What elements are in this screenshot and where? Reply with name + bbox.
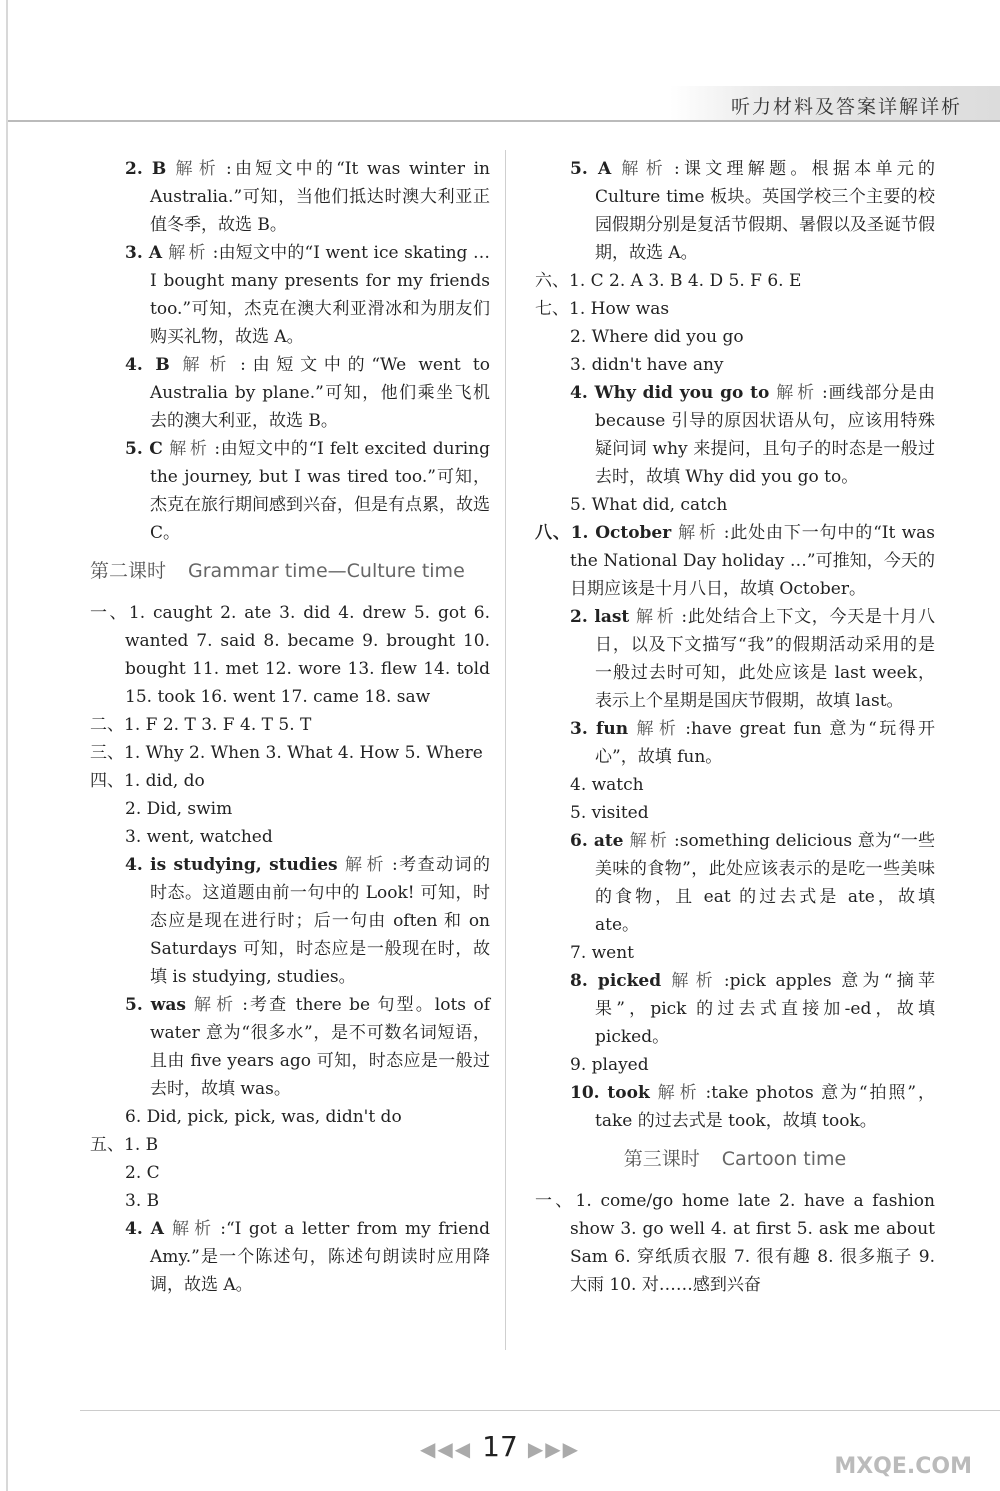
answer-item: 4. A 解析 :“I got a letter from my friend Amy.”是一个陈述句，陈述句朗读时应用降调，故选 A。 <box>125 1219 491 1295</box>
lesson-heading: 第三课时 Cartoon time <box>623 1148 847 1170</box>
answer-item: 3. didn't have any <box>570 355 724 375</box>
answer-item: 5. was 解析 :考查 there be 句型。lots of water 意为“很多水”，是不可数名词短语，且由 five years ago 可知，时态应是一般过去时，故填 was。 <box>125 995 491 1099</box>
page-number-value: 17 <box>482 1430 518 1463</box>
watermark: MXQE.COM <box>834 1454 972 1479</box>
answer-item: 3. went, watched <box>125 827 273 847</box>
header-rule <box>8 120 1000 122</box>
answer-section: 八、1. October 解析 :此处由下一句中的“It was the National Day holiday …”可推知，今天的日期应该是十月八日，故填 October。 <box>535 523 935 599</box>
answer-item: 2. C <box>125 1163 160 1183</box>
answer-item: 5. visited <box>570 803 649 823</box>
answer-section: 五、1. B <box>90 1135 159 1155</box>
answer-section: 六、1. C 2. A 3. B 4. D 5. F 6. E <box>535 271 802 291</box>
answer-section: 二、1. F 2. T 3. F 4. T 5. T <box>90 715 312 735</box>
answer-item: 2. B 解析 :由短文中的“It was winter in Australia.”可知，当他们抵达时澳大利亚正值冬季，故选 B。 <box>125 159 491 235</box>
answer-item: 2. Where did you go <box>570 327 744 347</box>
answer-item: 3. A 解析 :由短文中的“I went ice skating … I bought many presents for my friends too.”可知，杰克在澳大利亚滑冰和为朋友们购买礼物，故选 A。 <box>125 243 491 347</box>
footer-rule <box>80 1410 1000 1411</box>
answer-item: 4. Why did you go to 解析 :画线部分是由 because 引导的原因状语从句，应该用特殊疑问词 why 来提问，且句子的时态是一般过去时，故填 Why did you go to。 <box>570 383 935 487</box>
answer-item: 3. fun 解析 :have great fun 意为“玩得开心”，故填 fun。 <box>570 719 935 767</box>
answer-item: 8. picked 解析 :pick apples 意为“摘苹果”，pick 的过去式直接加-ed，故填 picked。 <box>570 971 935 1047</box>
answer-item: 6. Did, pick, pick, was, didn't do <box>125 1107 402 1127</box>
running-header: 听力材料及答案详解详析 <box>730 96 962 118</box>
prev-arrows-icon: ◀◀◀ <box>420 1437 473 1461</box>
answer-section: 一、1. come/go home late 2. have a fashion show 3. go well 4. at first 5. ask me about Sam 6. 穿纸质衣服 7. 很有趣 8. 很多瓶子 9. 大雨 10. 对……感到兴奋 <box>535 1191 935 1295</box>
answer-item: 7. went <box>570 943 635 963</box>
next-arrows-icon: ▶▶▶ <box>527 1437 580 1461</box>
left-column <box>90 155 490 1299</box>
column-divider <box>505 150 506 1350</box>
answer-item: 4. watch <box>570 775 644 795</box>
answer-item: 4. is studying, studies 解析 :考查动词的时态。这道题由前一句中的 Look! 可知，时态应是现在进行时；后一句由 often 和 on Saturdays 可知，时态应是一般现在时，故填 is studying, studies。 <box>125 855 491 987</box>
answer-item: 2. last 解析 :此处结合上下文，今天是十月八日，以及下文描写“我”的假期活动采用的是一般过去时可知，此处应该是 last week，表示上个星期是国庆节假期，故填 last。 <box>570 607 936 711</box>
answer-item: 4. B 解析 :由短文中的“We went to Australia by plane.”可知，他们乘坐飞机去的澳大利亚，故选 B。 <box>125 355 490 431</box>
answer-item: 6. ate 解析 :something delicious 意为“一些美味的食物”，此处应该表示的是吃一些美味的食物，且 eat 的过去式是 ate，故填 ate。 <box>570 831 936 935</box>
answer-section: 七、1. How was <box>535 299 670 319</box>
answer-item: 3. B <box>125 1191 160 1211</box>
answer-section: 一、1. caught 2. ate 3. did 4. drew 5. got 6. wanted 7. said 8. became 9. brought 10. bought 11. met 12. wore 13. flew 14. told 15. took 16. went 17. came 18. saw <box>90 603 490 707</box>
answer-item: 9. played <box>570 1055 649 1075</box>
page-edge <box>6 0 8 1491</box>
right-column <box>535 155 935 1299</box>
answer-section: 四、1. did, do <box>90 771 205 791</box>
answer-item: 5. What did, catch <box>570 495 728 515</box>
answer-section: 三、1. Why 2. When 3. What 4. How 5. Where <box>90 743 483 763</box>
answer-item: 2. Did, swim <box>125 799 233 819</box>
lesson-heading: 第二课时 Grammar time—Culture time <box>90 560 465 582</box>
answer-item: 5. C 解析 :由短文中的“I felt excited during the journey, but I was tired too.”可知，杰克在旅行期间感到兴奋，但是有点累，故选 C。 <box>125 439 490 543</box>
answer-item: 10. took 解析 :take photos 意为“拍照”，take 的过去式是 took，故填 took。 <box>570 1083 936 1131</box>
answer-item: 5. A 解析 :课文理解题。根据本单元的 Culture time 板块。英国学校三个主要的校园假期分别是复活节假期、暑假以及圣诞节假期，故选 A。 <box>570 159 936 263</box>
